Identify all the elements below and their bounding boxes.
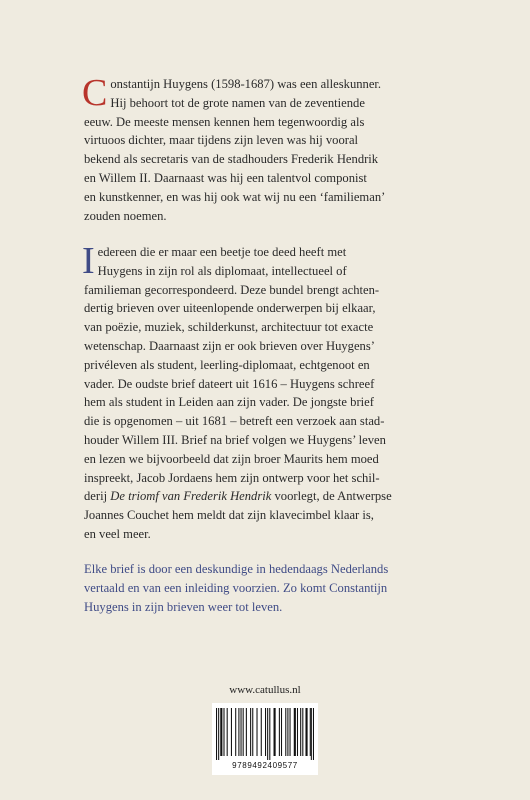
text-line: virtuoos dichter, maar tijdens zijn leven was hij vooral bbox=[84, 133, 359, 148]
dropcap-i: I bbox=[82, 240, 95, 282]
text-line: familieman gecorrespondeerd. Deze bundel brengt achten- bbox=[84, 282, 380, 297]
painting-title: De triomf van Frederik Hendrik bbox=[110, 489, 272, 504]
text-line: en lezen we bijvoorbeeld dat zijn broer Maurits hem moed bbox=[84, 451, 379, 466]
barcode-bar bbox=[241, 708, 242, 756]
text-line: zouden noemen. bbox=[84, 208, 167, 223]
barcode-bar bbox=[290, 708, 291, 756]
barcode-bar bbox=[311, 708, 312, 760]
text-line-with-title bbox=[84, 487, 444, 506]
barcode-bar bbox=[281, 708, 282, 756]
barcode-bar bbox=[220, 708, 222, 756]
barcode-bar bbox=[269, 708, 270, 760]
text-line: inspreekt, Jacob Jordaens hem zijn ontwerp voor het schil- bbox=[84, 470, 380, 485]
barcode-bar bbox=[265, 708, 266, 756]
intro-paragraph bbox=[82, 72, 444, 225]
barcode-bar bbox=[294, 708, 296, 756]
text-line: en Willem II. Daarnaast was hij een talentvol componist bbox=[84, 170, 367, 185]
barcode-bar bbox=[274, 708, 276, 756]
barcode-bar bbox=[256, 708, 257, 756]
content-paragraph bbox=[82, 240, 444, 544]
barcode-bar bbox=[261, 708, 262, 756]
barcode-bars bbox=[216, 708, 314, 760]
barcode-bar bbox=[252, 708, 253, 756]
text-line: die is opgenomen – uit 1681 – betreft een verzoek aan stad- bbox=[84, 414, 385, 429]
closing-paragraph bbox=[84, 560, 444, 616]
barcode-bar bbox=[231, 708, 232, 756]
text-line: Elke brief is door een deskundige in hedendaags Nederlands bbox=[84, 562, 389, 576]
barcode-bar bbox=[235, 708, 236, 756]
text-line: vertaald en van een inleiding voorzien. Zo komt Constantijn bbox=[84, 580, 388, 595]
barcode-bar bbox=[313, 708, 314, 760]
barcode-bar bbox=[238, 708, 239, 756]
barcode-bar bbox=[300, 708, 301, 756]
text-line: dertig brieven over uiteenlopende onderwerpen bij elkaar, bbox=[84, 301, 376, 316]
text-line: Hij behoort tot de grote namen van de zeventiende bbox=[110, 95, 365, 110]
barcode-bar bbox=[279, 708, 280, 756]
barcode-bar bbox=[250, 708, 251, 756]
text-line: vader. De oudste brief dateert uit 1616 – Huygens schreef bbox=[84, 376, 375, 391]
isbn-barcode bbox=[212, 703, 318, 775]
text-line: edereen die er maar een beetje toe deed heeft met bbox=[97, 245, 347, 259]
text-line: Huygens in zijn brieven weer tot leven. bbox=[84, 599, 283, 614]
text-line: Huygens in zijn rol als diplomaat, intellectueel of bbox=[97, 263, 347, 278]
text-line: hem als student in Leiden aan zijn vader. De jongste brief bbox=[84, 395, 374, 410]
text-line: eeuw. De meeste mensen kennen hem tegenwoordig als bbox=[84, 114, 365, 129]
barcode-bar bbox=[287, 708, 288, 756]
publisher-url[interactable]: www.catullus.nl bbox=[229, 684, 301, 696]
text-line: houder Willem III. Brief na brief volgen we Huygens’ leven bbox=[84, 432, 386, 447]
dropcap-c: C bbox=[82, 72, 108, 114]
text-line: onstantijn Huygens (1598-1687) was een alleskunner. bbox=[110, 77, 382, 91]
text-line: bekend als secretaris van de stadhouders Frederik Hendrik bbox=[84, 152, 379, 167]
isbn-number: 9789492409577 bbox=[232, 761, 298, 770]
barcode-bar bbox=[223, 708, 224, 756]
text-line: Joannes Couchet hem meldt dat zijn klavecimbel klaar is, bbox=[84, 508, 374, 523]
text-line: privéleven als student, leerling-diplomaat, echtgenoot en bbox=[84, 357, 370, 372]
barcode-bar bbox=[218, 708, 219, 760]
barcode-bar bbox=[267, 708, 268, 760]
text-fragment: derij bbox=[84, 489, 111, 504]
barcode-bar bbox=[243, 708, 244, 756]
barcode-bar bbox=[302, 708, 303, 756]
text-fragment: voorlegt, de Antwerpse bbox=[271, 489, 392, 504]
barcode-bar bbox=[216, 708, 217, 760]
barcode-bar bbox=[285, 708, 286, 756]
barcode-bar bbox=[310, 708, 311, 756]
barcode-bar bbox=[227, 708, 228, 756]
text-line: en kunstkenner, en was hij ook wat wij nu een ‘familieman’ bbox=[84, 189, 386, 204]
barcode-bar bbox=[246, 708, 247, 756]
text-line: en veel meer. bbox=[84, 526, 151, 541]
barcode-bar bbox=[297, 708, 298, 756]
text-line: wetenschap. Daarnaast zijn er ook brieven over Huygens’ bbox=[84, 338, 375, 353]
text-line: van poëzie, muziek, schilderkunst, architectuur tot exacte bbox=[84, 320, 374, 335]
barcode-bar bbox=[305, 708, 307, 756]
